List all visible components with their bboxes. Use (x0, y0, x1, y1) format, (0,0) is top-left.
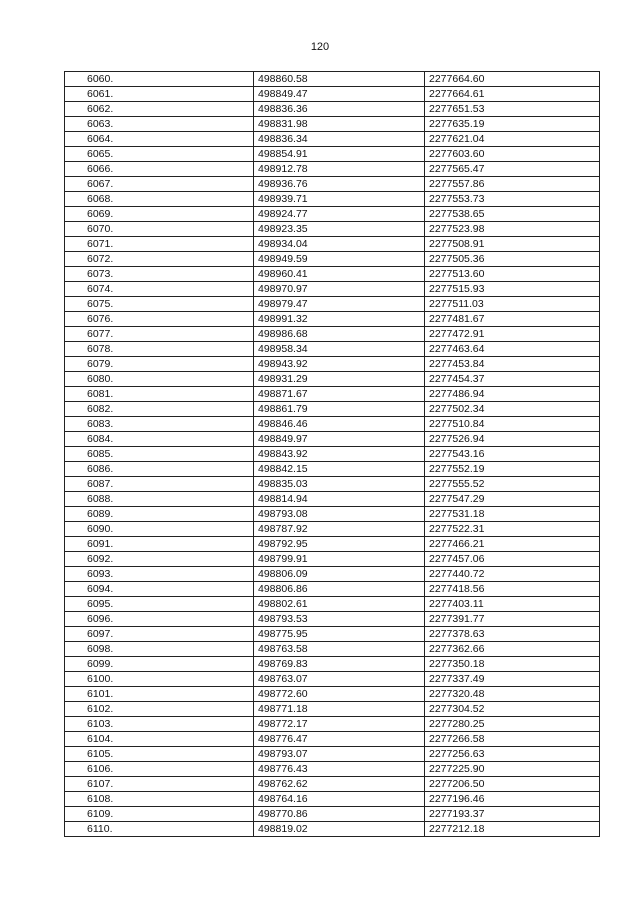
y-coordinate-cell: 2277651.53 (425, 102, 600, 117)
y-coordinate-cell: 2277256.63 (425, 747, 600, 762)
point-number-cell: 6074. (65, 282, 254, 297)
y-coordinate-cell: 2277552.19 (425, 462, 600, 477)
point-number-cell: 6110. (65, 822, 254, 837)
point-number-cell: 6097. (65, 627, 254, 642)
y-coordinate-cell: 2277206.50 (425, 777, 600, 792)
x-coordinate-cell: 498814.94 (254, 492, 425, 507)
x-coordinate-cell: 498772.17 (254, 717, 425, 732)
y-coordinate-cell: 2277225.90 (425, 762, 600, 777)
x-coordinate-cell: 498846.46 (254, 417, 425, 432)
point-number-cell: 6094. (65, 582, 254, 597)
y-coordinate-cell: 2277664.60 (425, 72, 600, 87)
table-row (65, 342, 600, 357)
point-number-cell: 6092. (65, 552, 254, 567)
table-row (65, 177, 600, 192)
x-coordinate-cell: 498835.03 (254, 477, 425, 492)
y-coordinate-cell: 2277212.18 (425, 822, 600, 837)
x-coordinate-cell: 498949.59 (254, 252, 425, 267)
coordinates-table-body (65, 72, 600, 837)
table-row (65, 762, 600, 777)
point-number-cell: 6070. (65, 222, 254, 237)
x-coordinate-cell: 498924.77 (254, 207, 425, 222)
y-coordinate-cell: 2277196.46 (425, 792, 600, 807)
point-number-cell: 6109. (65, 807, 254, 822)
point-number-cell: 6085. (65, 447, 254, 462)
point-number-cell: 6099. (65, 657, 254, 672)
y-coordinate-cell: 2277531.18 (425, 507, 600, 522)
y-coordinate-cell: 2277522.31 (425, 522, 600, 537)
point-number-cell: 6071. (65, 237, 254, 252)
point-number-cell: 6084. (65, 432, 254, 447)
x-coordinate-cell: 498806.86 (254, 582, 425, 597)
point-number-cell: 6080. (65, 372, 254, 387)
point-number-cell: 6086. (65, 462, 254, 477)
x-coordinate-cell: 498787.92 (254, 522, 425, 537)
point-number-cell: 6104. (65, 732, 254, 747)
y-coordinate-cell: 2277543.16 (425, 447, 600, 462)
table-row (65, 477, 600, 492)
table-row (65, 327, 600, 342)
x-coordinate-cell: 498763.07 (254, 672, 425, 687)
x-coordinate-cell: 498836.34 (254, 132, 425, 147)
point-number-cell: 6089. (65, 507, 254, 522)
table-row (65, 387, 600, 402)
table-row (65, 687, 600, 702)
x-coordinate-cell: 498939.71 (254, 192, 425, 207)
table-row (65, 627, 600, 642)
y-coordinate-cell: 2277481.67 (425, 312, 600, 327)
x-coordinate-cell: 498776.43 (254, 762, 425, 777)
table-row (65, 297, 600, 312)
point-number-cell: 6095. (65, 597, 254, 612)
y-coordinate-cell: 2277510.84 (425, 417, 600, 432)
y-coordinate-cell: 2277362.66 (425, 642, 600, 657)
x-coordinate-cell: 498842.15 (254, 462, 425, 477)
point-number-cell: 6105. (65, 747, 254, 762)
x-coordinate-cell: 498793.53 (254, 612, 425, 627)
table-row (65, 162, 600, 177)
point-number-cell: 6101. (65, 687, 254, 702)
page-number: 120 (310, 41, 330, 53)
y-coordinate-cell: 2277511.03 (425, 297, 600, 312)
point-number-cell: 6106. (65, 762, 254, 777)
table-row (65, 822, 600, 837)
point-number-cell: 6066. (65, 162, 254, 177)
table-row (65, 132, 600, 147)
point-number-cell: 6096. (65, 612, 254, 627)
table-row (65, 657, 600, 672)
x-coordinate-cell: 498819.02 (254, 822, 425, 837)
x-coordinate-cell: 498970.97 (254, 282, 425, 297)
table-row (65, 87, 600, 102)
point-number-cell: 6108. (65, 792, 254, 807)
y-coordinate-cell: 2277664.61 (425, 87, 600, 102)
y-coordinate-cell: 2277505.36 (425, 252, 600, 267)
x-coordinate-cell: 498979.47 (254, 297, 425, 312)
table-row (65, 117, 600, 132)
point-number-cell: 6083. (65, 417, 254, 432)
x-coordinate-cell: 498849.97 (254, 432, 425, 447)
point-number-cell: 6072. (65, 252, 254, 267)
y-coordinate-cell: 2277565.47 (425, 162, 600, 177)
table-row (65, 282, 600, 297)
y-coordinate-cell: 2277418.56 (425, 582, 600, 597)
x-coordinate-cell: 498770.86 (254, 807, 425, 822)
y-coordinate-cell: 2277553.73 (425, 192, 600, 207)
table-row (65, 357, 600, 372)
y-coordinate-cell: 2277502.34 (425, 402, 600, 417)
table-row (65, 642, 600, 657)
x-coordinate-cell: 498762.62 (254, 777, 425, 792)
point-number-cell: 6060. (65, 72, 254, 87)
y-coordinate-cell: 2277603.60 (425, 147, 600, 162)
point-number-cell: 6063. (65, 117, 254, 132)
y-coordinate-cell: 2277337.49 (425, 672, 600, 687)
point-number-cell: 6107. (65, 777, 254, 792)
y-coordinate-cell: 2277486.94 (425, 387, 600, 402)
table-row (65, 492, 600, 507)
table-row (65, 192, 600, 207)
table-row (65, 522, 600, 537)
point-number-cell: 6076. (65, 312, 254, 327)
x-coordinate-cell: 498912.78 (254, 162, 425, 177)
y-coordinate-cell: 2277320.48 (425, 687, 600, 702)
point-number-cell: 6100. (65, 672, 254, 687)
table-row (65, 612, 600, 627)
table-row (65, 732, 600, 747)
table-row (65, 267, 600, 282)
point-number-cell: 6082. (65, 402, 254, 417)
point-number-cell: 6081. (65, 387, 254, 402)
table-row (65, 792, 600, 807)
x-coordinate-cell: 498843.92 (254, 447, 425, 462)
y-coordinate-cell: 2277391.77 (425, 612, 600, 627)
table-row (65, 432, 600, 447)
table-row (65, 552, 600, 567)
x-coordinate-cell: 498776.47 (254, 732, 425, 747)
point-number-cell: 6093. (65, 567, 254, 582)
coordinates-table (64, 71, 600, 837)
y-coordinate-cell: 2277304.52 (425, 702, 600, 717)
point-number-cell: 6061. (65, 87, 254, 102)
x-coordinate-cell: 498854.91 (254, 147, 425, 162)
x-coordinate-cell: 498799.91 (254, 552, 425, 567)
table-row (65, 702, 600, 717)
point-number-cell: 6068. (65, 192, 254, 207)
y-coordinate-cell: 2277454.37 (425, 372, 600, 387)
point-number-cell: 6079. (65, 357, 254, 372)
y-coordinate-cell: 2277403.11 (425, 597, 600, 612)
point-number-cell: 6064. (65, 132, 254, 147)
point-number-cell: 6078. (65, 342, 254, 357)
table-row (65, 147, 600, 162)
point-number-cell: 6103. (65, 717, 254, 732)
y-coordinate-cell: 2277557.86 (425, 177, 600, 192)
point-number-cell: 6077. (65, 327, 254, 342)
table-row (65, 582, 600, 597)
table-row (65, 417, 600, 432)
x-coordinate-cell: 498772.60 (254, 687, 425, 702)
table-row (65, 672, 600, 687)
x-coordinate-cell: 498991.32 (254, 312, 425, 327)
x-coordinate-cell: 498771.18 (254, 702, 425, 717)
y-coordinate-cell: 2277538.65 (425, 207, 600, 222)
point-number-cell: 6088. (65, 492, 254, 507)
table-row (65, 207, 600, 222)
y-coordinate-cell: 2277621.04 (425, 132, 600, 147)
x-coordinate-cell: 498836.36 (254, 102, 425, 117)
table-row (65, 597, 600, 612)
table-row (65, 72, 600, 87)
table-row (65, 252, 600, 267)
y-coordinate-cell: 2277547.29 (425, 492, 600, 507)
y-coordinate-cell: 2277463.64 (425, 342, 600, 357)
y-coordinate-cell: 2277280.25 (425, 717, 600, 732)
table-row (65, 312, 600, 327)
point-number-cell: 6098. (65, 642, 254, 657)
y-coordinate-cell: 2277378.63 (425, 627, 600, 642)
y-coordinate-cell: 2277523.98 (425, 222, 600, 237)
x-coordinate-cell: 498792.95 (254, 537, 425, 552)
table-row (65, 237, 600, 252)
y-coordinate-cell: 2277472.91 (425, 327, 600, 342)
y-coordinate-cell: 2277635.19 (425, 117, 600, 132)
y-coordinate-cell: 2277457.06 (425, 552, 600, 567)
point-number-cell: 6067. (65, 177, 254, 192)
point-number-cell: 6087. (65, 477, 254, 492)
point-number-cell: 6091. (65, 537, 254, 552)
x-coordinate-cell: 498861.79 (254, 402, 425, 417)
x-coordinate-cell: 498943.92 (254, 357, 425, 372)
x-coordinate-cell: 498860.58 (254, 72, 425, 87)
x-coordinate-cell: 498936.76 (254, 177, 425, 192)
x-coordinate-cell: 498931.29 (254, 372, 425, 387)
table-row (65, 402, 600, 417)
x-coordinate-cell: 498849.47 (254, 87, 425, 102)
y-coordinate-cell: 2277193.37 (425, 807, 600, 822)
table-row (65, 537, 600, 552)
x-coordinate-cell: 498793.08 (254, 507, 425, 522)
x-coordinate-cell: 498923.35 (254, 222, 425, 237)
table-row (65, 807, 600, 822)
table-row (65, 777, 600, 792)
table-row (65, 222, 600, 237)
y-coordinate-cell: 2277526.94 (425, 432, 600, 447)
x-coordinate-cell: 498960.41 (254, 267, 425, 282)
x-coordinate-cell: 498986.68 (254, 327, 425, 342)
table-row (65, 567, 600, 582)
table-row (65, 507, 600, 522)
table-row (65, 462, 600, 477)
x-coordinate-cell: 498769.83 (254, 657, 425, 672)
table-row (65, 372, 600, 387)
point-number-cell: 6069. (65, 207, 254, 222)
point-number-cell: 6075. (65, 297, 254, 312)
y-coordinate-cell: 2277350.18 (425, 657, 600, 672)
point-number-cell: 6090. (65, 522, 254, 537)
x-coordinate-cell: 498871.67 (254, 387, 425, 402)
x-coordinate-cell: 498764.16 (254, 792, 425, 807)
x-coordinate-cell: 498763.58 (254, 642, 425, 657)
point-number-cell: 6073. (65, 267, 254, 282)
x-coordinate-cell: 498793.07 (254, 747, 425, 762)
x-coordinate-cell: 498802.61 (254, 597, 425, 612)
y-coordinate-cell: 2277515.93 (425, 282, 600, 297)
y-coordinate-cell: 2277508.91 (425, 237, 600, 252)
y-coordinate-cell: 2277453.84 (425, 357, 600, 372)
table-row (65, 747, 600, 762)
y-coordinate-cell: 2277513.60 (425, 267, 600, 282)
point-number-cell: 6065. (65, 147, 254, 162)
y-coordinate-cell: 2277466.21 (425, 537, 600, 552)
y-coordinate-cell: 2277266.58 (425, 732, 600, 747)
point-number-cell: 6062. (65, 102, 254, 117)
x-coordinate-cell: 498806.09 (254, 567, 425, 582)
table-row (65, 447, 600, 462)
table-row (65, 717, 600, 732)
x-coordinate-cell: 498775.95 (254, 627, 425, 642)
x-coordinate-cell: 498831.98 (254, 117, 425, 132)
table-row (65, 102, 600, 117)
x-coordinate-cell: 498958.34 (254, 342, 425, 357)
point-number-cell: 6102. (65, 702, 254, 717)
y-coordinate-cell: 2277440.72 (425, 567, 600, 582)
y-coordinate-cell: 2277555.52 (425, 477, 600, 492)
x-coordinate-cell: 498934.04 (254, 237, 425, 252)
